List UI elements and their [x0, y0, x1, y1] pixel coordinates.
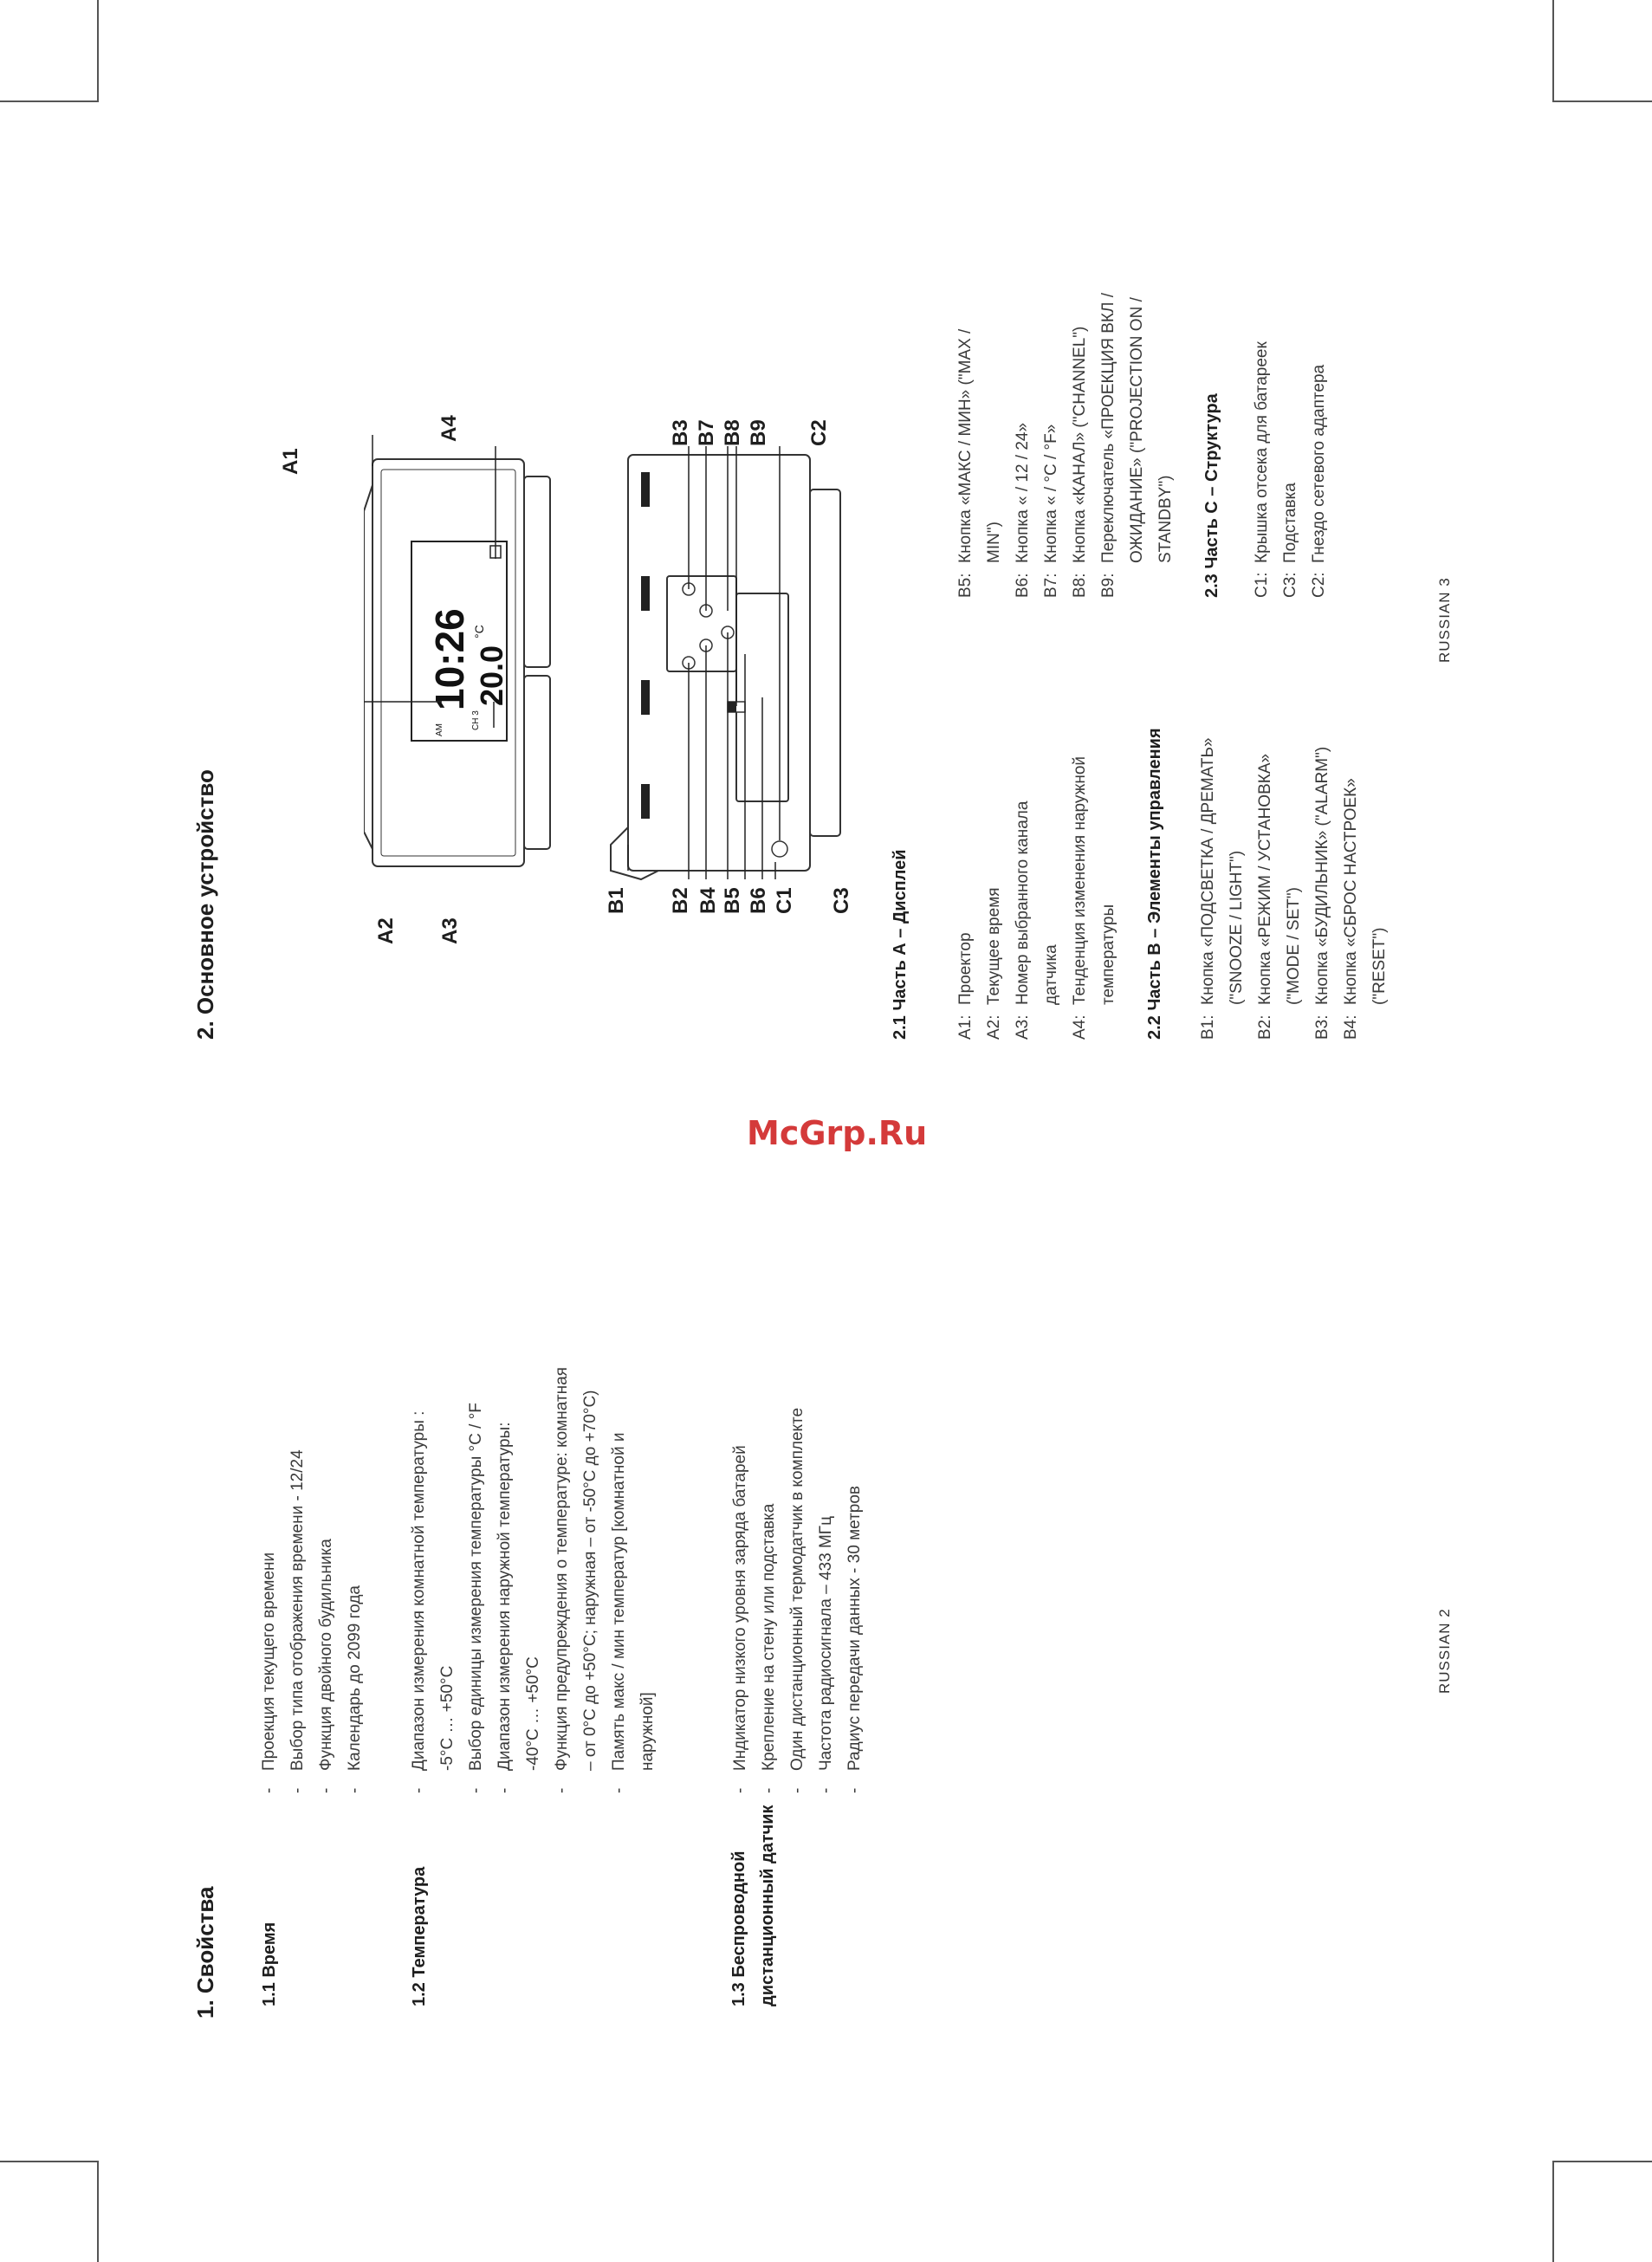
device-bottom-illustration	[606, 437, 866, 888]
callout-b6: B6	[747, 887, 770, 914]
callout-a1: A1	[279, 448, 302, 475]
callout-b4: B4	[696, 887, 720, 914]
callout-a4: A4	[437, 415, 461, 442]
left-page-heading: 1. Свойства	[192, 1886, 218, 2019]
callout-b7: B7	[695, 419, 718, 446]
callout-b9: B9	[747, 419, 770, 446]
callout-c1: C1	[773, 887, 796, 914]
device-top-illustration	[364, 416, 563, 901]
part-b-cont-list: B5: Кнопка «МАКС / МИН» ("MAX / MIN") B6: Кнопка « / 12 / 24» B7: Кнопка « / °C / °F» B8: Кнопка «КАНАЛ» ("CHANNEL") B9: Переключатель «ПРОЕКЦИЯ ВКЛ / ОЖИДАНИЕ» ("PROJECTION ON / STANDBY")	[956, 292, 1175, 598]
section-temperature-list: - Диапазон измерения комнатной температуры : -5°C … +50°C - Выбор единицы измерения температуры °C / °F - Диапазон измерения наружной температуры: -40°C … +50°C - Функция предупреждения о температуре: комнатная – от 0°C до +50°C; наружная – от -50°C до +70°C) - Память макс / мин температур [комнатной и наружной]	[410, 1367, 657, 1793]
lcd-unit: °C	[472, 625, 486, 638]
callout-a3: A3	[438, 917, 462, 944]
part-c-list: C1: Крышка отсека для батареек C3: Подставка C2: Гнездо сетевого адаптера	[1253, 341, 1328, 598]
right-page-heading: 2. Основное устройство	[192, 769, 218, 1040]
section-sensor-title: 1.3 Беспроводной дистанционный датчик	[729, 1805, 777, 2006]
part-b-list: B1: Кнопка «ПОДСВЕТКА / ДРЕМАТЬ» ("SNOOZE / LIGHT") B2: Кнопка «РЕЖИМ / УСТАНОВКА» ("MODE / SET") B3: Кнопка «БУДИЛЬНИК» ("ALARM") B4: Кнопка «СБРОС НАСТРОЕК» ("RESET")	[1199, 737, 1389, 1040]
part-a-title: 2.1 Часть А – Дисплей	[891, 849, 910, 1040]
lcd-time: 10:26	[427, 608, 472, 710]
callout-c3: C3	[830, 887, 853, 914]
part-b-title: 2.2 Часть B – Элементы управления	[1145, 728, 1164, 1040]
callout-b3: B3	[669, 419, 692, 446]
section-time-title: 1.1 Время	[260, 1922, 279, 2006]
part-a-list: A1: Проектор A2: Текущее время A3: Номер выбранного канала датчика A4: Тенденция изменения наружной температуры	[956, 755, 1118, 1040]
watermark: McGrp.Ru	[747, 1114, 928, 1152]
callout-c2: C2	[807, 419, 831, 446]
lcd-ampm: AM	[435, 723, 444, 736]
section-temperature-title: 1.2 Температура	[410, 1866, 429, 2006]
section-sensor-list: - Индикатор низкого уровня заряда батарей - Крепление на стену или подставка - Один дистанционный термодатчик в комплекте - Частота радиосигнала – 433 МГц - Радиус передачи данных - 30 метров	[731, 1407, 864, 1793]
right-page-footer: RUSSIAN 3	[1436, 577, 1453, 663]
lcd-channel: CH 3	[471, 710, 481, 730]
part-c-title: 2.3 Часть С – Структура	[1202, 393, 1221, 598]
callout-b1: B1	[605, 887, 628, 914]
callout-b2: B2	[669, 887, 692, 914]
lcd-temp: 20.0	[474, 645, 509, 706]
left-page-footer: RUSSIAN 2	[1436, 1608, 1453, 1694]
callout-a2: A2	[374, 917, 398, 944]
section-time-list: - Проекция текущего времени - Выбор типа отображения времени - 12/24 - Функция двойного будильника - Календарь до 2099 года	[260, 1449, 364, 1793]
callout-b5: B5	[721, 887, 744, 914]
callout-b8: B8	[721, 419, 744, 446]
